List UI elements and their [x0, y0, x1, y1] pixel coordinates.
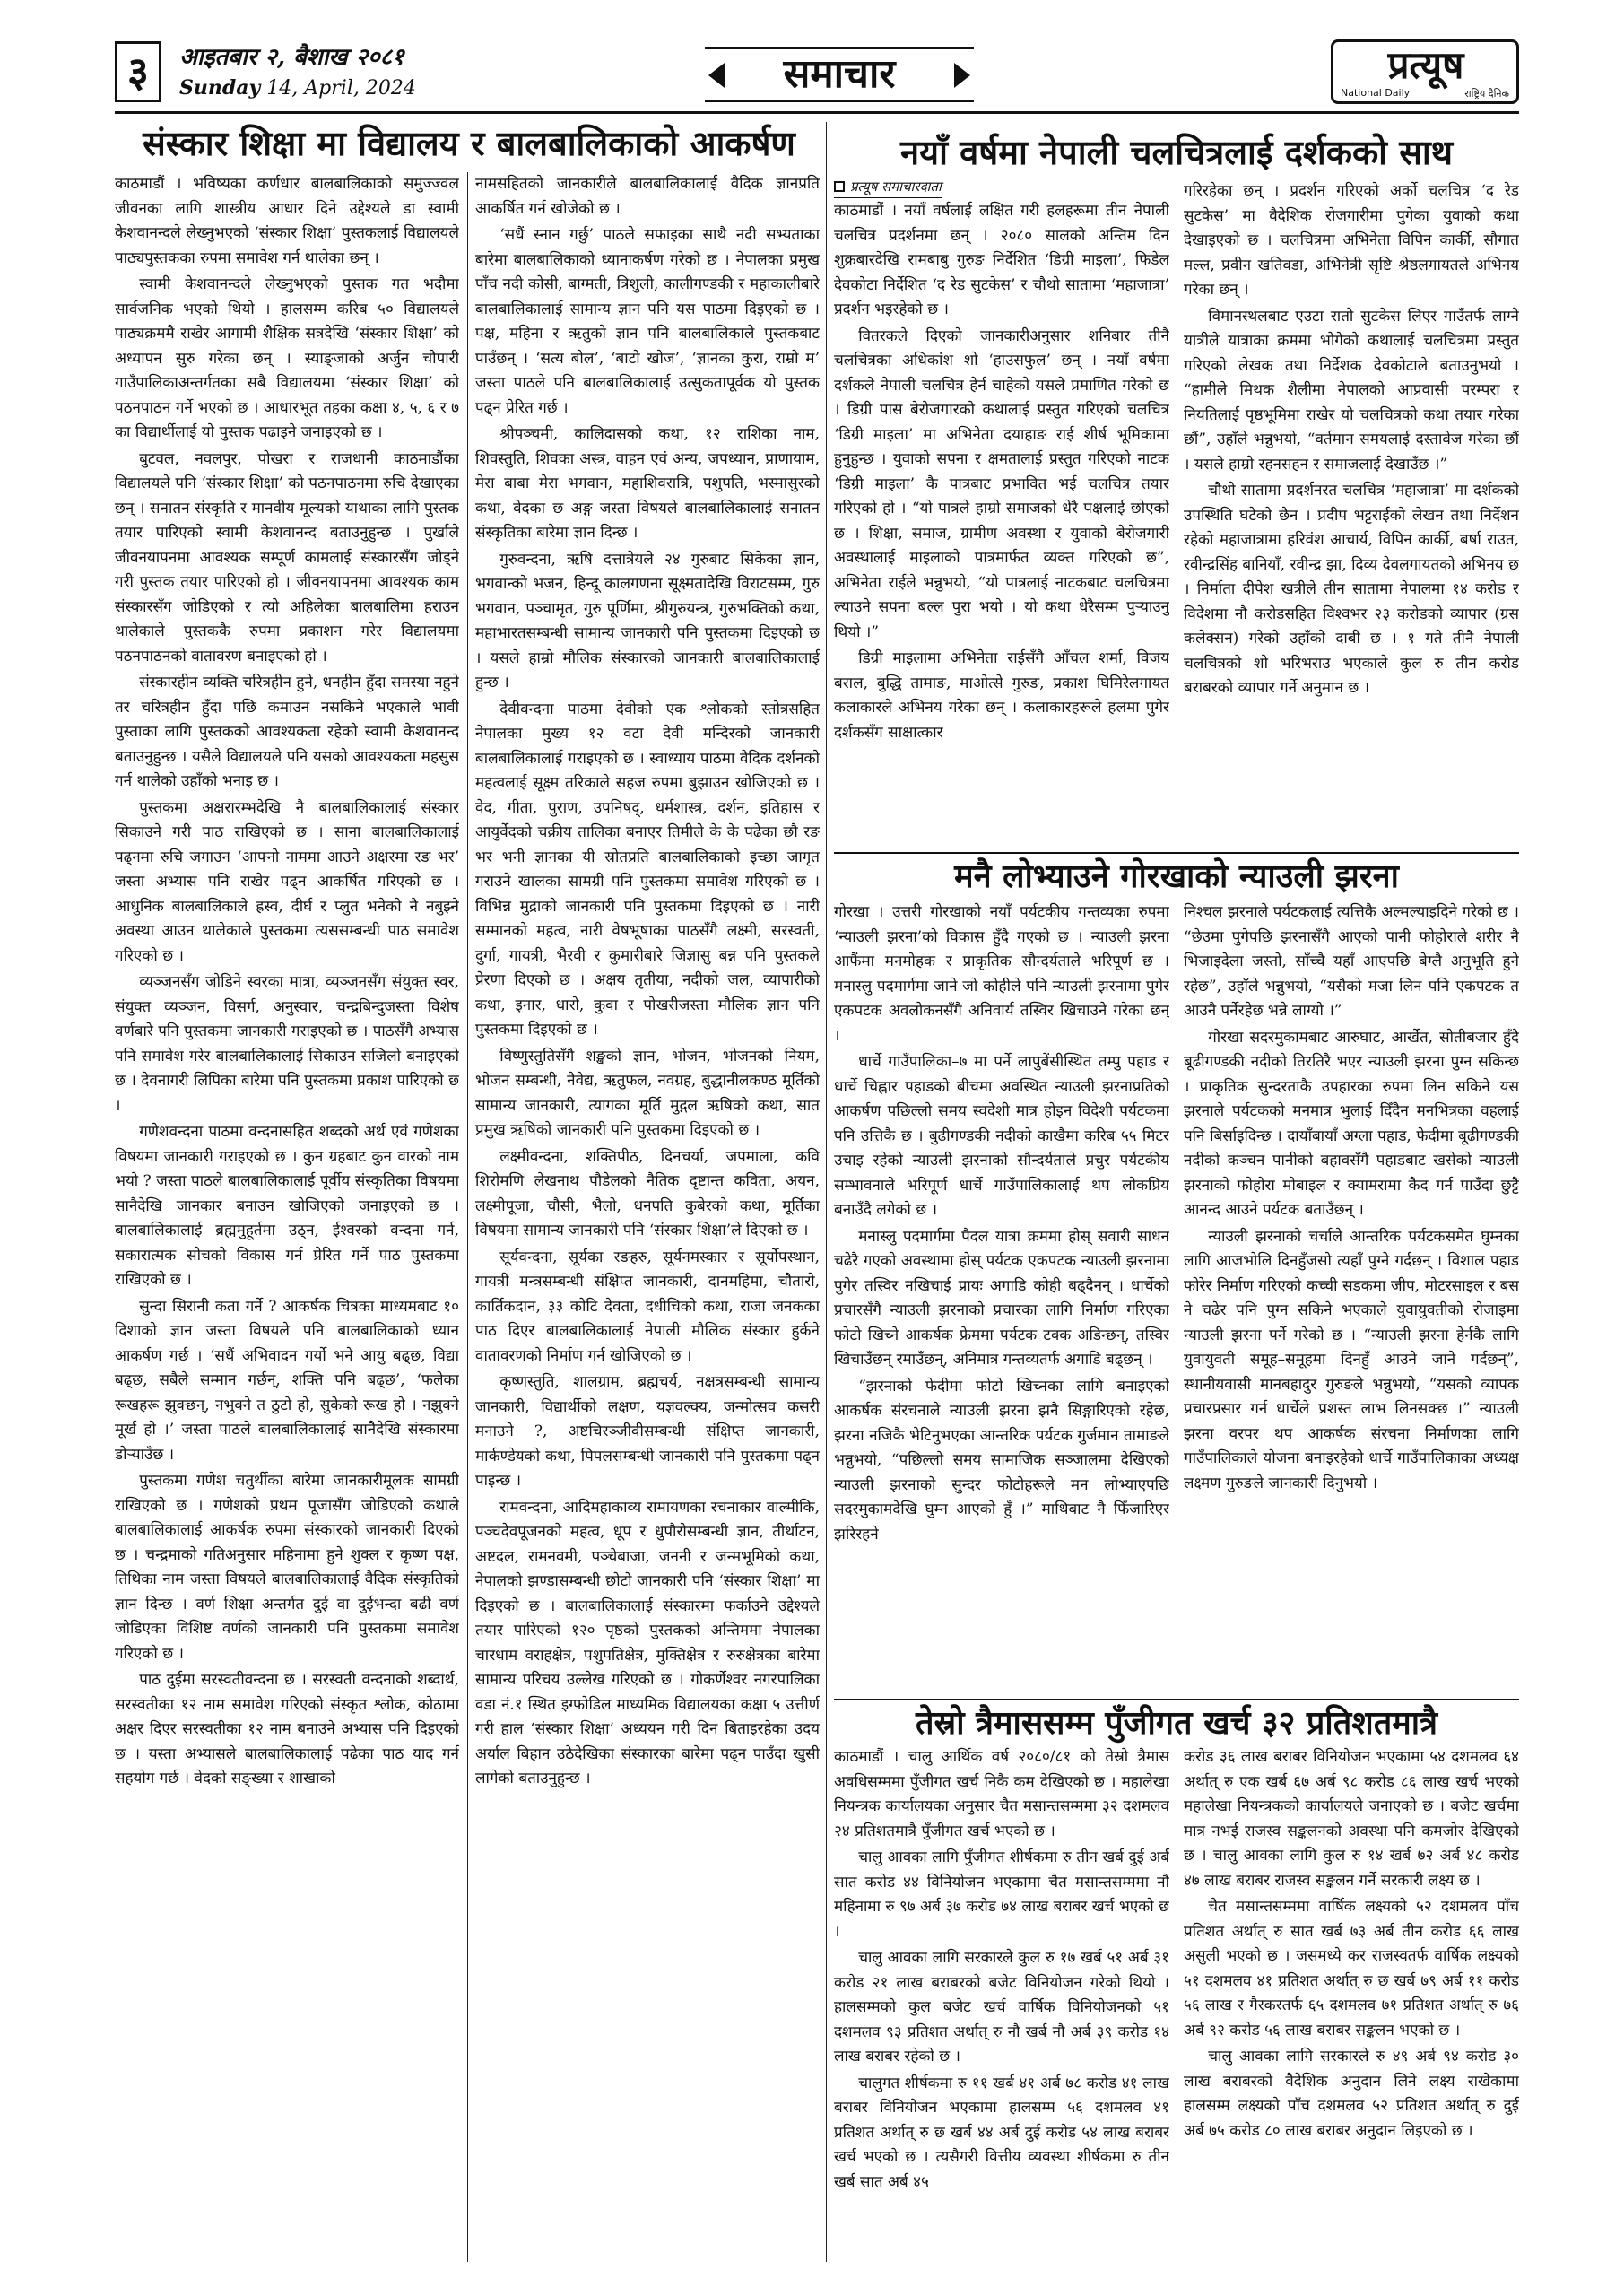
article4-headline: तेस्रो त्रैमाससम्म पुँजीगत खर्च ३२ प्रतिशतमात्रै [916, 1704, 1437, 1742]
article2-column-2 [1184, 179, 1519, 848]
header-rule [115, 111, 1519, 114]
paragraph: काठमाडौं । चालु आर्थिक वर्ष २०८०/८१ को तेस्रो त्रैमास अवधिसम्ममा पुँजीगत खर्च निकै कम देखिएको छ । महालेखा नियन्त्रक कार्यालयका अनुसार चैत मसान्तसम्ममा ३२ दशमलव २४ प्रतिशतमात्रै पुँजीगत खर्च भएको छ । [834, 1748, 1169, 1840]
paragraph: विमानस्थलबाट एउटा रातो सुटकेस लिएर गाउँतर्फ लाग्ने यात्रीले यात्राका क्रममा भोगेको कथालाई चलचित्रमा प्रस्तुत गरिएको लेखक तथा निर्देशक देवकोटाले बताउनुभयो । “हामीले मिथक शैलीमा नेपालको आप्रवासी परम्परा र नियतिलाई पृष्ठभूमिमा राखेर यो चलचित्रको कथा तयार गरेका छौं”, उहाँले भन्नुभयो, “वर्तमान समयलाई दस्तावेज गरेका छौं । यसले हाम्रो रहनसहन र समाजलाई देखाउँछ ।” [1184, 307, 1519, 474]
article3-column-2 [1184, 900, 1519, 1697]
paragraph: बुटवल, नवलपुर, पोखरा र राजधानी काठमाडौंका विद्यालयले पनि ‘संस्कार शिक्षा’ को पठनपाठनमा रुचि देखाएका छन् । सनातन संस्कृति र मानवीय मूल्यको याथाका लागि पुस्तक तयार पारिएको स्वामी केशवानन्द बताउनुहुन्छ । पुर्खाले जीवनयापनमा आवश्यक सम्पूर्ण कामलाई संस्कारसँग जोड्ने गरी पुस्तक तयार पारिएको हो । जीवनयापनमा आवश्यक काम संस्कारसँग जोडिएको र त्यो अहिलेका बालबालिमा हराउन थालेकाले पुस्तककै रुपमा प्रकाशन गरेर विद्यालयमा पठनपाठनको वातावरण बनाइएको हो । [115, 449, 459, 665]
date-nepali: आइतबार २, बैशाख २०८१ [179, 44, 404, 71]
column-divider [467, 172, 468, 2262]
paragraph: काठमाडौं । भविष्यका कर्णधार बालबालिकाको समुज्ज्वल जीवनका लागि शास्त्रीय आधार दिने उद्देश्यले डा स्वामी केशवानन्दले लेख्नुभएको ‘संस्कार शिक्षा’ पुस्तकलाई विद्यालयले पाठ्यपुस्तकका रुपमा समावेश गर्न थालेका छन् । [115, 175, 459, 267]
triangle-left-icon [708, 63, 725, 88]
paragraph: ‘सधैं स्नान गर्छु’ पाठले सफाइका साथै नदी सभ्यताका बारेमा बालबालिकाको ध्यानाकर्षण गरेको छ । नेपालका प्रमुख पाँच नदी कोसी, बाग्मती, त्रिशुली, कालीगण्डकी र महाकालीबारे बालबालिकालाई सामान्य ज्ञान पनि यस पाठमा दिइएको छ । पक्ष, महिना र ऋतुको ज्ञान पनि बालबालिकाले पुस्तकबाट पाउँछन् । ‘सत्य बोल’, ‘बाटो खोज’, ‘ज्ञानका कुरा, राम्रो म’ जस्ता पाठले पनि बालबालिकालाई उत्सुकतापूर्वक यो पुस्तक पढ्न प्रेरित गर्छ । [475, 226, 820, 417]
paragraph: स्वामी केशवानन्दले लेख्नुभएको पुस्तक गत भदौमा सार्वजनिक भएको थियो । हालसम्म करिब ५० विद्यालयले पाठ्यक्रममै राखेर आगामी शैक्षिक सत्रदेखि ‘संस्कार शिक्षा’ को अध्यापन सुरु गरेका छन् । स्याङ्जाको अर्जुन चौपारी गाउँपालिकाअन्तर्गतका सबै विद्यालयमा ‘संस्कार शिक्षा’ को पठनपाठन गर्ने भएको छ । आधारभूत तहका कक्षा ४, ५, ६ र ७ का विद्यार्थीलाई यो पुस्तक पढाइने जनाइएको छ । [115, 275, 459, 441]
paragraph: गरिरहेका छन् । प्रदर्शन गरिएको अर्को चलचित्र ‘द रेड सुटकेस’ मा वैदेशिक रोजगारीमा पुगेका युवाको कथा देखाइएको छ । चलचित्रमा अभिनेता विपिन कार्की, सौगात मल्ल, प्रवीन खतिवडा, अभिनेत्री सृष्टि श्रेष्ठलगायतले अभिनय गरेका छन् । [1184, 182, 1519, 299]
paragraph: करोड ३६ लाख बराबर विनियोजन भएकामा ५४ दशमलव ६४ अर्थात् रु एक खर्ब ६७ अर्ब ९८ करोड ८६ लाख खर्च भएको महालेखा नियन्त्रकको कार्यालयले जनाएको छ । बजेट खर्चमा मात्र नभई राजस्व सङ्कलनको अवस्था पनि कमजोर देखिएको छ । चालु आवका लागि कुल रु १४ खर्ब ७२ अर्ब ४८ करोड ४७ लाख बराबर राजस्व सङ्कलन गर्ने सरकारी लक्ष्य छ । [1184, 1748, 1519, 1890]
paragraph: चालुगत शीर्षकमा रु ११ खर्ब ४१ अर्ब ७८ करोड ४१ लाख बराबर विनियोजन भएकामा हालसम्म ५६ दशमलव ४१ प्रतिशत अर्थात् रु छ खर्ब ४४ अर्ब दुई करोड ५४ लाख बराबर खर्च भएको छ । त्यसैगरी वित्तीय व्यवस्था शीर्षकमा रु तीन खर्ब सात अर्ब ४५ [834, 2074, 1169, 2191]
paragraph: “झरनाको फेदीमा फोटो खिच्नका लागि बनाइएको आकर्षक संरचनाले न्याउली झरना झनै सिङ्गारिएको रहेछ, झरना नजिकै भेटिनुभएका आन्तरिक पर्यटक गुर्जमान तामाङले भन्नुभयो, “पछिल्लो समय सामाजिक सञ्जालमा देखिएको न्याउली झरनाको सुन्दर फोटोहरूले मन लोभ्याएपछि सदरमुकामदेखि घुम्न आएको हुँ ।” माथिबाट नै फिँजारिएर झरिरहने [834, 1377, 1169, 1544]
paragraph: चालु आवका लागि पुँजीगत शीर्षकमा रु तीन खर्ब दुई अर्ब सात करोड ४४ विनियोजन भएकामा चैत मसान्तसम्ममा नौ महिनामा रु ९७ अर्ब ३७ करोड ७४ लाख बराबर खर्च भएको छ । [834, 1848, 1169, 1941]
paragraph: संस्कारहीन व्यक्ति चरित्रहीन हुने, धनहीन हुँदा समस्या नहुने तर चरित्रहीन हुँदा पछि कमाउन नसकिने भएकाले भावी पुस्ताका लागि पुस्तकको आवश्यकता रहेको स्वामी केशवानन्द बताउनुहुन्छ । यसैले विद्यालयले पनि यसको आवश्यकता महसुस गर्न थालेको उहाँको भनाइ छ । [115, 674, 459, 790]
paragraph: नामसहितको जानकारीले बालबालिकालाई वैदिक ज्ञानप्रति आकर्षित गर्न खोजेको छ । [475, 175, 820, 218]
article1-column-2 [475, 172, 820, 2262]
triangle-right-icon [954, 63, 970, 88]
paragraph: पाठ दुईमा सरस्वतीवन्दना छ । सरस्वती वन्दनाको शब्दार्थ, सरस्वतीका १२ नाम समावेश गरिएको संस्कृत श्लोक, कोठामा अक्षर दिएर सरस्वतीका १२ नाम बनाउने अभ्यास पनि दिइएको छ । यस्ता अभ्यासले बालबालिकालाई पढेका पाठ याद गर्न सहयोग गर्छ । वेदको सङ्ख्या र शाखाको [115, 1671, 459, 1787]
paragraph: चौथो सातामा प्रदर्शनरत चलचित्र ‘महाजात्रा’ मा दर्शकको उपस्थिति घटेको छैन । प्रदीप भट्टराईको लेखन तथा निर्देशन रहेको महाजात्रामा हरिवंश आचार्य, विपिन कार्की, बर्षा राउत, रवीन्द्रसिंह बानियाँ, रवीन्द्र झा, दिव्य देवलगायतको अभिनय छ । निर्माता दीपेश खत्रीले तीन सातामा नेपालमा १४ करोड र विदेशमा नौ करोडसहित विश्वभर २३ करोडको व्यापार (ग्रस कलेक्सन) गरेको उहाँको दाबी छ । १ गते तीनै नेपाली चलचित्रको शो भरिभराउ भएकाले कुल रु तीन करोड बराबरको व्यापार गर्ने अनुमान छ । [1184, 482, 1519, 697]
date-en-rest: 14, April, 2024 [266, 77, 416, 100]
paragraph: चालु आवका लागि सरकारले कुल रु १७ खर्ब ५१ अर्ब ३१ करोड २१ लाख बराबरको बजेट विनियोजन गरेको थियो । हालसम्मको कुल बजेट खर्च वार्षिक विनियोजनको ५१ दशमलव ९३ प्रतिशत अर्थात् रु नौ खर्ब नौ अर्ब ३९ करोड १४ लाख बराबर रहेको छ । [834, 1949, 1169, 2066]
article1-headline: संस्कार शिक्षा मा विद्यालय र बालबालिकाको आकर्षण [143, 123, 795, 163]
article3-column-1 [834, 900, 1169, 1697]
date-en-day: Sunday [179, 76, 261, 100]
paragraph: पुस्तकमा अक्षरारम्भदेखि नै बालबालिकालाई संस्कार सिकाउने गरी पाठ राखिएको छ । साना बालबालिकालाई पढ्नमा रुचि जगाउन ‘आफ्नो नाममा आउने अक्षरमा रङ भर’ जस्ता अभ्यास पनि राखेर पढ्न आकर्षित गरिएको छ । आधुनिक बालबालिकाले ह्रस्व, दीर्घ र प्लुत भनेको नै नबुझ्ने अवस्था आउन थालेकाले पुस्तकमा त्यससम्बन्धी पाठ समावेश गरिएको छ । [115, 798, 459, 965]
paragraph: धार्चे गाउँपालिका–७ मा पर्ने लापुबेंसीस्थित तम्पु पहाड र धार्चे चिह्नार पहाडको बीचमा अवस्थित न्याउली झरनाप्रतिको आकर्षण पछिल्लो समय स्वदेशी मात्र होइन विदेशी पर्यटकमा पनि उत्तिकै छ । बुढीगण्डकी नदीको काखैमा करिब ५५ मिटर उचाइ रहेको न्याउली झरनाको सौन्दर्यताले प्रचुर पर्यटकीय सम्भावनाले भरिपूर्ण धार्चे गाउँपालिकालाई थप लोकप्रिय बनाउँदै लगेको छ । [834, 1053, 1169, 1219]
section-title: समाचार [705, 47, 974, 102]
byline-text: प्रत्यूष समाचारदाता [850, 178, 942, 195]
article4-column-2 [1184, 1745, 1519, 2262]
paragraph: न्याउली झरनाको चर्चाले आन्तरिक पर्यटकसमेत घुम्नका लागि आजभोलि दिनहुँजसो त्यहाँ पुग्ने गर्दछन् । विशाल पहाड फोरेर निर्माण गरिएको कच्ची सडकमा जीप, मोटरसाइल र बस ने चढेर पनि पुग्न सकिने भएकाले युवायुवतीको रोजाइमा न्याउली झरना पर्ने गरेको छ । “न्याउली झरना हेर्नकै लागि युवायुवती समूह–समूहमा दिनहुँ आउने जाने गर्दछन्”, स्थानीयवासी मानबहादुर गुरुङले भन्नुभयो, “यसको व्यापक प्रचारप्रसार गर्न धार्चेले प्रशस्त लाभ लिनसक्छ ।” न्याउली झरना वरपर थप आकर्षक संरचना निर्माणका लागि गाउँपालिकाले योजना बनाइरहेको धार्चे गाउँपालिकाका अध्यक्ष लक्ष्मण गुरुङले जानकारी दिनुभयो । [1184, 1227, 1519, 1492]
logo-sub-right: राष्ट्रिय दैनिक [1464, 88, 1509, 100]
date-english [179, 75, 416, 101]
paragraph: देवीवन्दना पाठमा देवीको एक श्लोकको स्तोत्रसहित नेपालका मुख्य १२ वटा देवी मन्दिरको जानकारी बालबालिकालाई गराइएको छ । स्वाध्याय पाठमा वैदिक दर्शनको महत्वलाई सूक्ष्म तरिकाले सहज रुपमा बुझाउन खोजिएको छ । वेद, गीता, पुराण, उपनिषद्, धर्मशास्त्र, दर्शन, इतिहास र आयुर्वेदको चक्रीय तालिका बनाएर तिमीले के के पढेका छौ रङ भर भनी ज्ञानका यी स्रोतप्रति बालबालिकाको इच्छा जागृत गराउने खालका सामग्री पनि पुस्तकमा समावेश गरिएको छ । विभिन्न मुद्राको जानकारी पनि पुस्तकमा दिइएको छ । नारी सम्मानको महत्व, नारी वेषभूषाका पाठसँगै लक्ष्मी, सरस्वती, दुर्गा, गायत्री, भैरवी र कुमारीबारे जिज्ञासु बन्न पनि पुस्तकले प्रेरणा दिएको छ । अक्षय तृतीया, नदीको जल, व्यापारीको कथा, इनार, धारो, कुवा र पोखरीजस्ता मौलिक ज्ञान पनि पुस्तकमा दिइएको छ । [475, 700, 820, 1039]
paragraph: गुरुवन्दना, ऋषि दत्तात्रेयले २४ गुरुबाट सिकेका ज्ञान, भगवान्को भजन, हिन्दू कालगणना सूक्ष्मतादेखि विराटसम्म, गुरु भगवान, पञ्चामृत, गुरु पूर्णिमा, श्रीगुरुयन्त्र, गुरुभक्तिको कथा, महाभारतसम्बन्धी सामान्य जानकारी पनि पुस्तकमा दिइएको छ । यसले हाम्रो मौलिक संस्कारको जानकारी बालबालिकालाई हुन्छ । [475, 550, 820, 691]
newspaper-logo [1331, 39, 1519, 104]
article2-byline [834, 178, 942, 198]
paragraph: गोरखा सदरमुकामबाट आरुघाट, आर्खेत, सोतीबजार हुँदै बूढीगण्डकी नदीको तिरतिरै भएर न्याउली झरना पुग्न सकिन्छ । प्राकृतिक सुन्दरताकै उपहारका रुपमा लिन सकिने यस झरनाले पर्यटकको मनमात्र भुलाई दिँदैन मनभित्रका वहलाई पनि बिर्साइदिन्छ । दायाँबायाँ अग्ला पहाड, फेदीमा बूढीगण्डकी नदीको कञ्चन पानीको बहावसँगै पहाडबाट खसेको न्याउली झरनाको फोहोरा मोबाइल र क्यामरामा कैद गर्न पाउँदा छुट्टै आनन्द आउने पर्यटक बताउँछन् । [1184, 1028, 1519, 1219]
paragraph: निश्चल झरनाले पर्यटकलाई त्यत्तिकै अल्मल्याइदिने गरेको छ । “छेउमा पुगेपछि झरनासँगै आएको पानी फोहोराले शरीर नै भिजाइदेला जस्तो, साँच्चै यहाँ आएपछि बेग्लै अनुभूति हुने रहेछ”, उहाँले भन्नुभयो, “यसैको मजा लिन पनि एकपटक त आउनै पर्नेरहेछ भन्ने लाग्यो ।” [1184, 903, 1519, 1020]
article1-column-1 [115, 172, 459, 2262]
paragraph: लक्ष्मीवन्दना, शक्तिपीठ, दिनचर्या, जपमाला, कवि शिरोमणि लेखनाथ पौडेलको नैतिक दृष्टान्त कविता, अयन, लक्ष्मीपूजा, चौसी, भैलो, धनपति कुबेरको कथा, मूर्तिका विषयमा सामान्य जानकारी पनि ‘संस्कार शिक्षा’ले दिएको छ । [475, 1147, 820, 1239]
paragraph: कृष्णस्तुति, शालग्राम, ब्रह्मचर्य, नक्षत्रसम्बन्धी सामान्य जानकारी, विद्यार्थीको लक्षण, यज्ञवल्क्य, जन्मोत्सव कसरी मनाउने ?, अष्टचिरञ्जीवीसम्बन्धी संक्षिप्त जानकारी, मार्कण्डेयको कथा, पिपलसम्बन्धी जानकारी पनि पुस्तकमा पढ्न पाइन्छ । [475, 1373, 820, 1490]
byline-box-icon [834, 181, 845, 192]
column-divider [826, 122, 827, 2262]
paragraph: श्रीपञ्चमी, कालिदासको कथा, १२ राशिका नाम, शिवस्तुति, शिवका अस्त्र, वाहन एवं अन्य, जपध्यान, प्राणायाम, मेरा बाबा मेरा भगवान, महाशिवरात्रि, पशुपति, भस्मासुरको कथा, वेदका छ अङ्ग जस्ता विषयले बालबालिकालाई सनातन संस्कृतिका बारेमा ज्ञान दिन्छ । [475, 425, 820, 542]
paragraph: गणेशवन्दना पाठमा वन्दनासहित शब्दको अर्थ एवं गणेशका विषयमा जानकारी गराइएको छ । कुन ग्रहबाट कुन वारको नाम भयो ? जस्ता पाठले बालबालिकालाई पूर्वीय संस्कृतिका विषयमा सानैदेखि जानकार बनाउन खोजिएको जनाइएको छ । बालबालिकालाई ब्रह्ममुहूर्तमा उठ्न, ईश्वरको वन्दना गर्न, सकारात्मक सोचको विकास गर्न प्रेरित गर्ने पाठ पुस्तकमा राखिएको छ । [115, 1123, 459, 1289]
paragraph: चालु आवका लागि सरकारले रु ४९ अर्ब ९४ करोड ३० लाख बराबरको वैदेशिक अनुदान लिने लक्ष्य राखेकामा हालसम्म लक्ष्यको पाँच दशमलव ५२ प्रतिशत अर्थात् रु दुई अर्ब ७५ करोड ८० लाख बराबर अनुदान लिइएको छ । [1184, 2048, 1519, 2140]
paragraph: गोरखा । उत्तरी गोरखाको नयाँ पर्यटकीय गन्तव्यका रुपमा ‘न्याउली झरना’को विकास हुँदै गएको छ । न्याउली झरना आफैंमा मनमोहक र प्राकृतिक सौन्दर्यताले भरिपूर्ण छ । मनास्लु पदमार्गमा जाने जो कोहीले पनि न्याउली झरनामा पुगेर एकपटक अवलोकनसँगै अनिवार्य तस्विर खिचाउने गरेका छन् । [834, 903, 1169, 1045]
article3-headline: मनै लोभ्याउने गोरखाको न्याउली झरना [954, 857, 1399, 895]
page-number: ३ [115, 41, 161, 102]
paragraph: सुन्दा सिरानी कता गर्ने ? आकर्षक चित्रका माध्यमबाट १० दिशाको ज्ञान जस्ता विषयले पनि बालबालिकाको ध्यान आकर्षण गर्छ । ‘सधैं अभिवादन गर्यो भने आयु बढ्छ, विद्या बढ्छ, सबैले सम्मान गर्छन्, शक्ति पनि बढ्छ’, ‘फलेका रूखहरू झुक्छन्, नभुक्ने त ठुटो हो, सुकेको रूख हो । नझुक्ने मूर्ख हो ।’ जस्ता पाठले बालबालिकालाई सानैदेखि संस्कारमा डोऱ्याउँछ । [115, 1297, 459, 1464]
paragraph: व्यञ्जनसँग जोडिने स्वरका मात्रा, व्यञ्जनसँग संयुक्त स्वर, संयुक्त व्यञ्जन, विसर्ग, अनुस्वार, चन्द्रबिन्दुजस्ता विशेष वर्णबारे पनि पुस्तकमा जानकारी गराइएको छ । पाठसँगै अभ्यास पनि समावेश गरेर बालबालिकालाई सिकाउन सजिलो बनाइएको छ । देवनागरी लिपिका बारेमा पनि पुस्तकमा प्रकाश पारिएको छ । [115, 973, 459, 1115]
article2-column-1 [834, 199, 1169, 848]
paragraph: सूर्यवन्दना, सूर्यका रङहरु, सूर्यनमस्कार र सूर्योपस्थान, गायत्री मन्त्रसम्बन्धी संक्षिप्त जानकारी, दानमहिमा, चौतारो, कार्तिकदान, ३३ कोटि देवता, दधीचिको कथा, राजा जनकका पाठ दिएर बालबालिकालाई नेपाली मौलिक संस्कार हुर्कने वातावरणको निर्माण गर्न खोजिएको छ । [475, 1248, 820, 1365]
paragraph: काठमाडौं । नयाँ वर्षलाई लक्षित गरी हलहरूमा तीन नेपाली चलचित्र प्रदर्शनमा छन् । २०८० सालको अन्तिम दिन शुक्रबारदेखि रामबाबु गुरुङ निर्देशित ‘डिग्री माइला’, फिडेल देवकोटा निर्देशित ‘द रेड सुटकेस’ र चौथो सातामा ‘महाजात्रा’ प्रदर्शन भइरहेको छ । [834, 202, 1169, 318]
article2-headline: नयाँ वर्षमा नेपाली चलचित्रलाई दर्शकको साथ [899, 132, 1454, 172]
paragraph: वितरकले दिएको जानकारीअनुसार शनिबार तीनै चलचित्रका अधिकांश शो ‘हाउसफुल’ छन् । नयाँ वर्षमा दर्शकले नेपाली चलचित्र हेर्न चाहेको यसले प्रमाणित गरेको छ । डिग्री पास बेरोजगारको कथालाई प्रस्तुत गरिएको चलचित्र ‘डिग्री माइला’ मा अभिनेता दयाहाङ राई शीर्ष भूमिकामा हुनुहुन्छ । युवाको सपना र क्षमतालाई प्रस्तुत गरिएको नाटक ‘डिग्री माइला’ कै पात्रबाट प्रभावित भई चलचित्र तयार गरिएको हो । “यो पात्रले हाम्रो समाजको धेरै पक्षलाई छोएको छ । शिक्षा, समाज, ग्रामीण अवस्था र युवाको बेरोजगारी अवस्थालाई माइलाको पात्रमार्फत व्यक्त गरिएको छ”, अभिनेता राईले भन्नुभयो, “यो पात्रलाई नाटकबाट चलचित्रमा ल्याउने सपना बल्ल पुरा भयो । यो कथा धेरैसम्म पुऱ्याउनु थियो ।” [834, 326, 1169, 641]
paragraph: विष्णुस्तुतिसँगै शङ्खको ज्ञान, भोजन, भोजनको नियम, भोजन सम्बन्धी, नैवेद्य, ऋतुफल, नवग्रह, बुद्धानीलकण्ठ मूर्तिको सामान्य जानकारी, त्यागका मूर्ति मुद्गल ऋषिको कथा, सात प्रमुख ऋषिको जानकारी पनि पुस्तकमा दिइएको छ । [475, 1047, 820, 1139]
logo-name: प्रत्यूष [1387, 43, 1464, 87]
paragraph: चैत मसान्तसम्ममा वार्षिक लक्ष्यको ५२ दशमलव पाँच प्रतिशत अर्थात् रु सात खर्ब ७३ अर्ब तीन करोड ६६ लाख असुली भएको छ । जसमध्ये कर राजस्वतर्फ वार्षिक लक्ष्यको ५१ दशमलव ४१ प्रतिशत अर्थात् रु छ खर्ब ७९ अर्ब ११ करोड ५६ लाख र गैरकरतर्फ ६५ दशमलव ७१ प्रतिशत अर्थात् रु ७६ अर्ब ९२ करोड ५६ लाख बराबर सङ्कलन भएको छ । [1184, 1898, 1519, 2039]
paragraph: डिग्री माइलामा अभिनेता राईसँगै आँचल शर्मा, विजय बराल, बुद्धि तामाङ, माओत्से गुरुङ, प्रकाश घिमिरेलगायत कलाकारले अभिनय गरेका छन् । कलाकारहरूले हलमा पुगेर दर्शकसँग साक्षात्कार [834, 649, 1169, 742]
paragraph: रामवन्दना, आदिमहाकाव्य रामायणका रचनाकार वाल्मीकि, पञ्चदेवपूजनको महत्व, धूप र धुपौरोसम्बन्धी ज्ञान, तीर्थाटन, अष्टदल, रामनवमी, पञ्चेबाजा, जननी र जन्मभूमिको कथा, नेपालको झण्डासम्बन्धी छोटो जानकारी पनि ‘संस्कार शिक्षा’ मा दिइएको छ । बालबालिकालाई संस्कारमा फर्काउने उद्देश्यले तयार पारिएको १२० पृष्ठको पुस्तकको अन्तिममा नेपालका चारधाम वराहक्षेत्र, पशुपतिक्षेत्र, मुक्तिक्षेत्र र रुरुक्षेत्रका बारेमा सामान्य परिचय उल्लेख गरिएको छ । गोकर्णेश्वर नगरपालिका वडा नं.१ स्थित इग्फोडिल माध्यमिक विद्यालयका कक्षा ५ उत्तीर्ण गरी हाल ‘संस्कार शिक्षा’ अध्ययन गरी दिन बिताइरहेका उदय अर्याल बिहान उठेदेखिका संस्कारका बारेमा पढ्न पाउँदा खुसी लागेको बताउनुहुन्छ । [475, 1498, 820, 1787]
paragraph: मनास्लु पदमार्गमा पैदल यात्रा क्रममा होस् सवारी साधन चढेरै गएको अवस्थामा होस् पर्यटक एकपटक न्याउली झरनामा पुगेर तस्विर नखिचाई प्रायः अगाडि कोही बढ्दैनन् । धार्चेको प्रचारसँगै न्याउली झरनाको प्रचारका लागि निर्माण गरिएका फोटो खिच्ने आकर्षक फ्रेममा पर्यटक टक्क अडिन्छन्, तस्विर खिचाउँछन् रमाउँछन्, अनिमात्र गन्तव्यतर्फ अगाडि बढ्छन् । [834, 1227, 1169, 1369]
logo-sub-left: National Daily [1341, 87, 1411, 99]
article4-column-1 [834, 1745, 1169, 2262]
paragraph: पुस्तकमा गणेश चतुर्थीका बारेमा जानकारीमूलक सामग्री राखिएको छ । गणेशको प्रथम पूजासँग जोडिएको कथाले बालबालिकालाई आकर्षक रुपमा संस्कारको जानकारी दिएको छ । चन्द्रमाको गतिअनुसार महिनामा हुने शुक्ल र कृष्ण पक्ष, तिथिका नाम जस्ता विषयले बालबालिकालाई वैदिक संस्कृतिको ज्ञान दिन्छ । वर्ण शिक्षा अन्तर्गत दुई वा दुईभन्दा बढी वर्ण जोडिएका विशिष्ट वर्णको जानकारी पनि पुस्तकमा समावेश गरिएको छ । [115, 1472, 459, 1663]
article-separator [834, 1699, 1519, 1700]
article-separator [834, 852, 1519, 854]
